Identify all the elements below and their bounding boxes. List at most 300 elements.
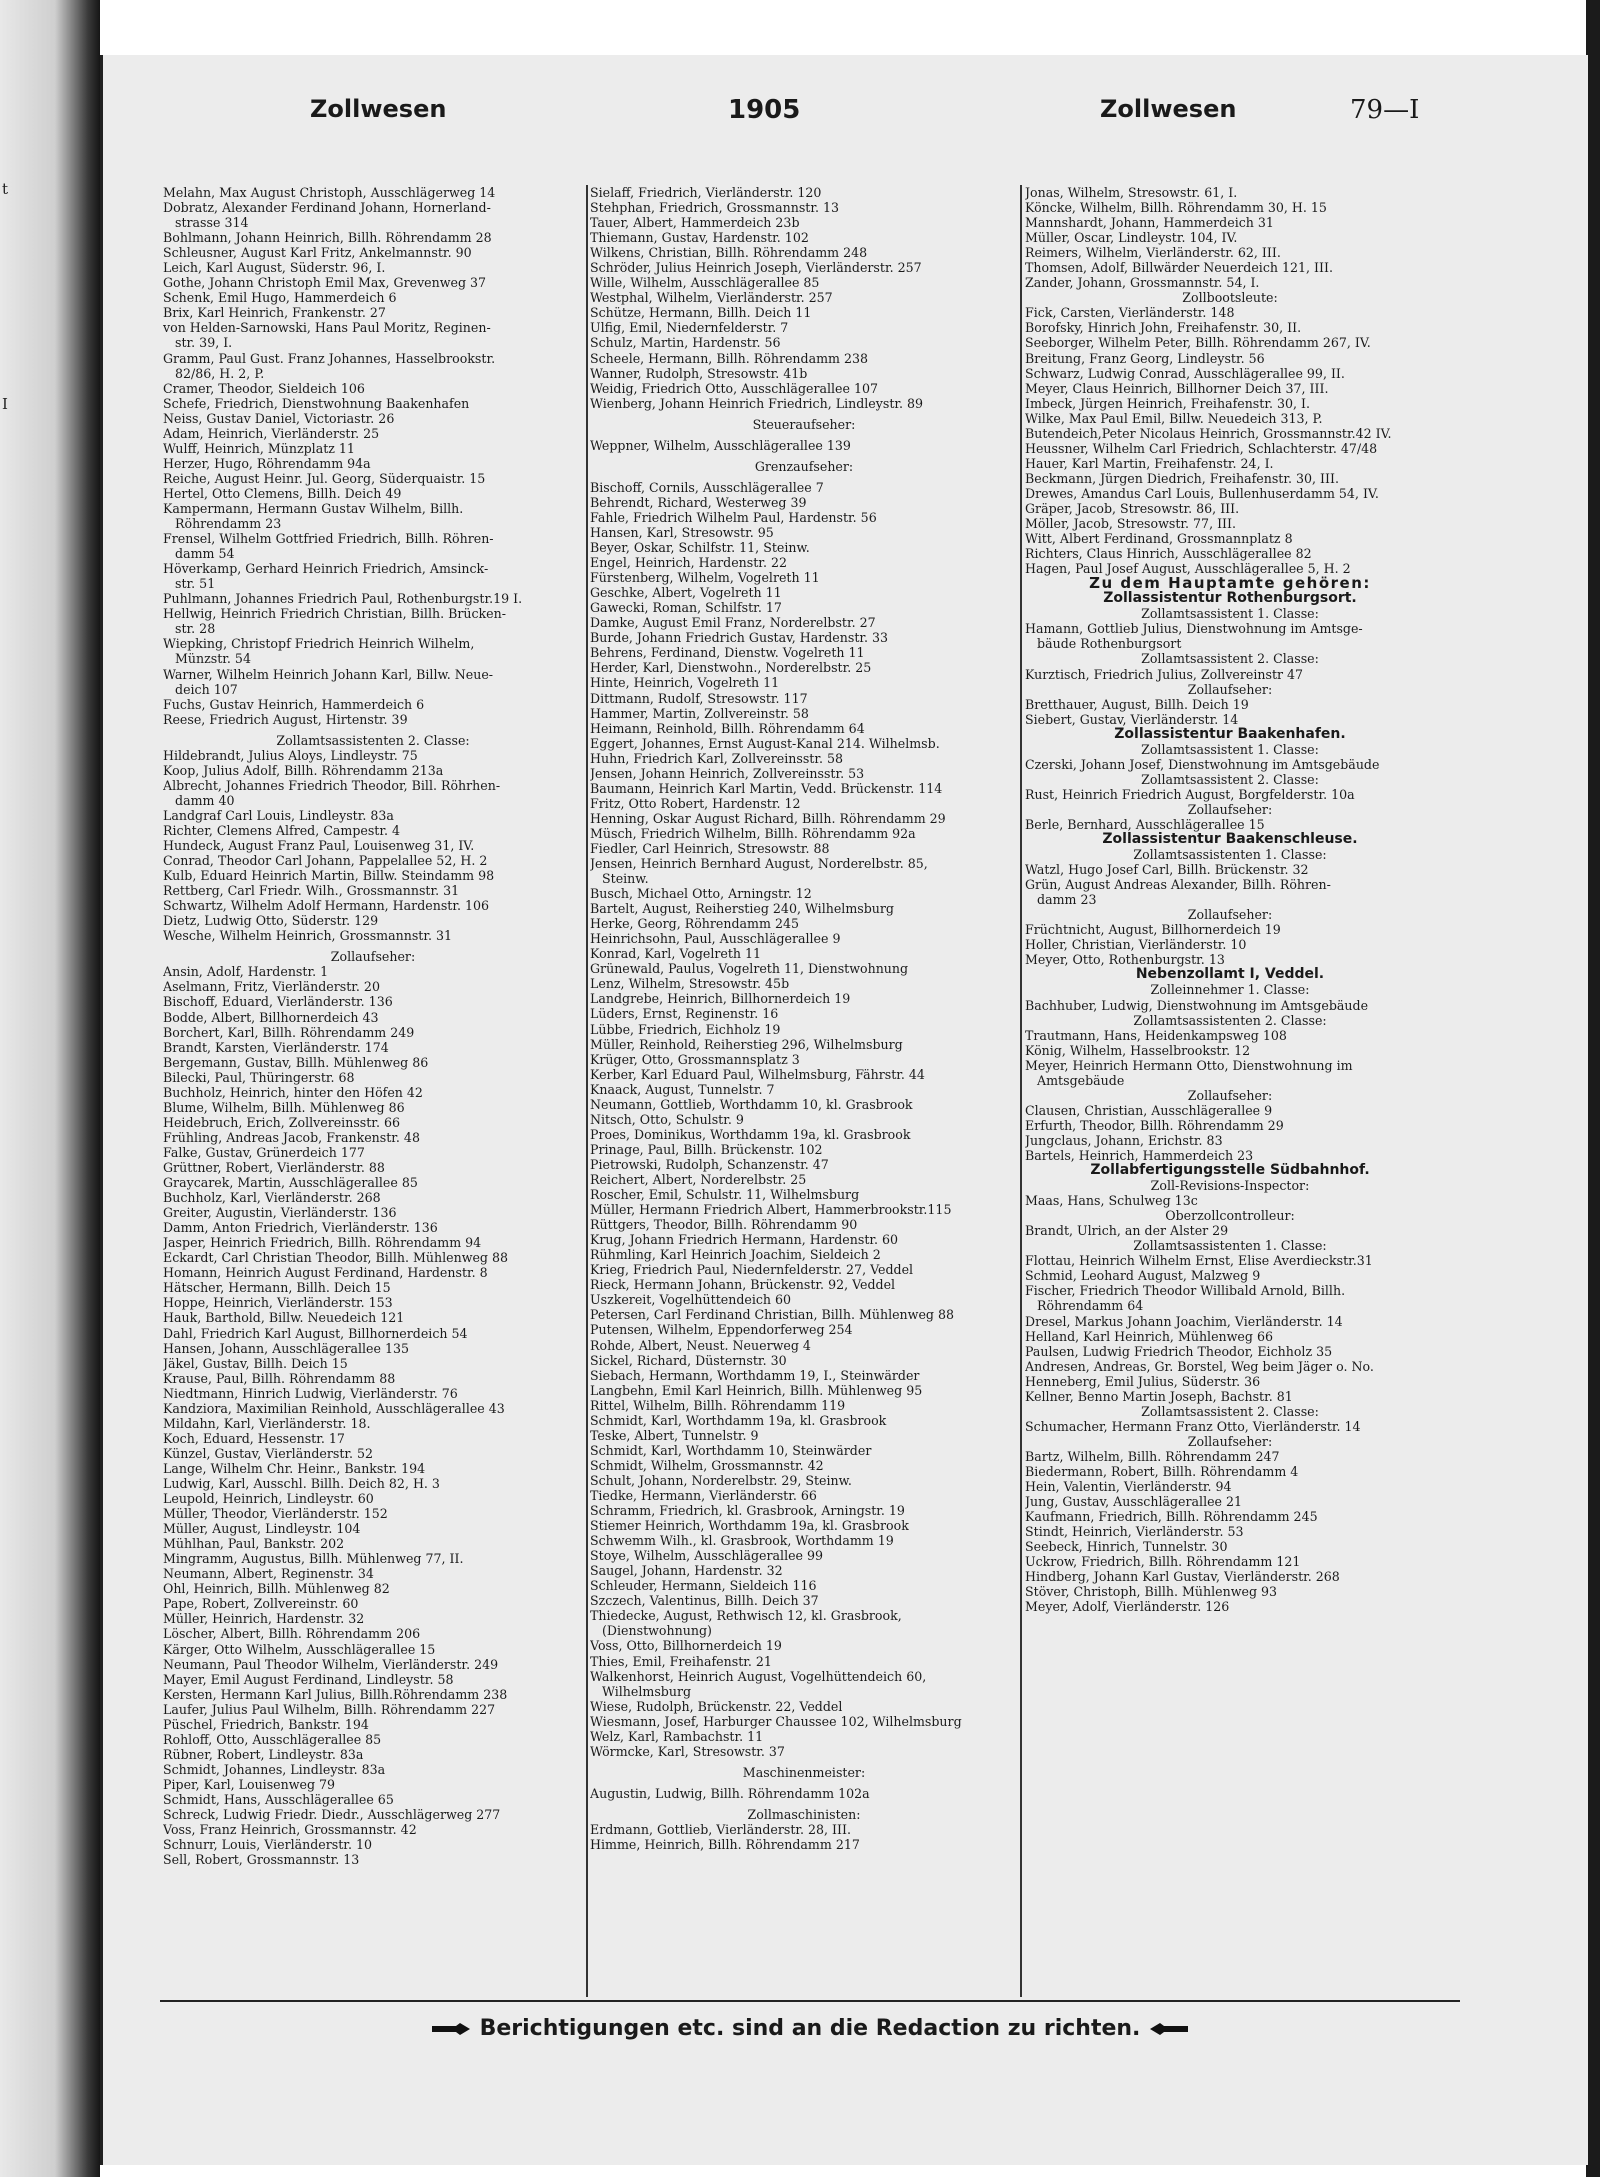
directory-entry: Imbeck, Jürgen Heinrich, Freihafenstr. 30, I.: [1025, 395, 1310, 411]
directory-entry: Lüders, Ernst, Reginenstr. 16: [590, 1006, 779, 1022]
directory-entry: Damke, August Emil Franz, Norderelbstr. 27: [590, 615, 876, 631]
directory-entry: Neiss, Gustav Daniel, Victoriastr. 26: [163, 410, 395, 426]
directory-entry: Schulz, Martin, Hardenstr. 56: [590, 335, 781, 351]
directory-entry: Wesche, Wilhelm Heinrich, Grossmannstr. 31: [163, 928, 453, 944]
directory-entry: Rieck, Hermann Johann, Brückenstr. 92, Veddel: [590, 1277, 896, 1293]
directory-entry: Andresen, Andreas, Gr. Borstel, Weg beim Jäger o. No.: [1025, 1358, 1374, 1374]
directory-entry: Schütze, Hermann, Billh. Deich 11: [590, 305, 812, 321]
directory-entry: Höverkamp, Gerhard Heinrich Friedrich, Amsinck-: [163, 561, 489, 577]
directory-entry: Schwartz, Wilhelm Adolf Hermann, Hardenstr. 106: [163, 898, 490, 914]
rank-heading: Zollaufseher:: [1187, 1433, 1273, 1449]
section-heading: Zollassistentur Rothenburgsort.: [1103, 591, 1357, 607]
directory-entry: Rübner, Robert, Lindleystr. 83a: [163, 1746, 364, 1762]
directory-entry: Gawecki, Roman, Schilfstr. 17: [590, 600, 782, 616]
directory-entry: Dittmann, Rudolf, Stresowstr. 117: [590, 690, 808, 706]
directory-entry: Schramm, Friedrich, kl. Grasbrook, Arningstr. 19: [590, 1503, 905, 1519]
rank-heading: Zollaufseher:: [1187, 801, 1273, 817]
directory-entry: Gräper, Jacob, Stresowstr. 86, III.: [1025, 500, 1240, 516]
directory-entry: Borofsky, Hinrich John, Freihafenstr. 30, II.: [1025, 320, 1302, 336]
directory-entry: Wiese, Rudolph, Brückenstr. 22, Veddel: [590, 1698, 843, 1714]
directory-entry: Eckardt, Carl Christian Theodor, Billh. Mühlenweg 88: [163, 1250, 509, 1266]
directory-entry: Nitsch, Otto, Schulstr. 9: [590, 1111, 744, 1127]
directory-entry: Puhlmann, Johannes Friedrich Paul, Rothenburgstr.19 I.: [163, 591, 523, 607]
directory-entry: Kampermann, Hermann Gustav Wilhelm, Billh.: [163, 500, 464, 516]
directory-entry: Sielaff, Friedrich, Vierländerstr. 120: [590, 185, 822, 200]
rank-heading: Zollamtsassistent 2. Classe:: [1141, 651, 1319, 667]
rank-heading: Zollamtsassistenten 1. Classe:: [1133, 847, 1327, 863]
rank-heading: Grenzaufseher:: [754, 458, 854, 474]
directory-entry: Engel, Heinrich, Hardenstr. 22: [590, 555, 787, 571]
directory-entry: Brix, Karl Heinrich, Frankenstr. 27: [163, 305, 386, 321]
directory-entry: Albrecht, Johannes Friedrich Theodor, Bill. Röhrhen-: [163, 777, 501, 793]
directory-entry: Köncke, Wilhelm, Billh. Röhrendamm 30, H. 15: [1025, 200, 1327, 216]
directory-entry: Rohloff, Otto, Ausschlägerallee 85: [163, 1731, 382, 1747]
directory-entry: Löscher, Albert, Billh. Röhrendamm 206: [163, 1626, 421, 1642]
directory-entry: Fuchs, Gustav Heinrich, Hammerdeich 6: [163, 696, 425, 712]
directory-entry: Augustin, Ludwig, Billh. Röhrendamm 102a: [590, 1785, 870, 1801]
directory-entry: Röhrendamm 64: [1025, 1298, 1144, 1314]
directory-entry: Berle, Bernhard, Ausschlägerallee 15: [1025, 816, 1265, 832]
rank-heading: Maschinenmeister:: [742, 1764, 866, 1780]
directory-entry: Stiemer Heinrich, Worthdamm 19a, kl. Grasbrook: [590, 1518, 909, 1534]
directory-entry: Schleusner, August Karl Fritz, Ankelmannstr. 90: [163, 245, 472, 261]
directory-entry: Breitung, Franz Georg, Lindleystr. 56: [1025, 350, 1265, 366]
directory-entry: Schröder, Julius Heinrich Joseph, Vierländerstr. 257: [590, 260, 922, 276]
directory-entry: Hagen, Paul Josef August, Ausschlägerallee 5, H. 2: [1025, 561, 1351, 577]
column-left: [163, 185, 583, 1867]
directory-entry: Kerber, Karl Eduard Paul, Wilhelmsburg, Fährstr. 44: [590, 1066, 925, 1082]
directory-entry: Bretthauer, August, Billh. Deich 19: [1025, 696, 1249, 712]
directory-entry: Heidebruch, Erich, Zollvereinsstr. 66: [163, 1114, 400, 1130]
rank-heading: Zollamtsassistenten 1. Classe:: [1133, 1238, 1327, 1254]
directory-entry: Meyer, Claus Heinrich, Billhorner Deich 37, III.: [1025, 380, 1329, 396]
directory-entry: Ohl, Heinrich, Billh. Mühlenweg 82: [163, 1581, 390, 1597]
directory-entry: Piper, Karl, Louisenweg 79: [163, 1776, 336, 1792]
directory-entry: Bergemann, Gustav, Billh. Mühlenweg 86: [163, 1054, 429, 1070]
directory-entry: Beckmann, Jürgen Diedrich, Freihafenstr. 30, III.: [1025, 470, 1339, 486]
directory-entry: Adam, Heinrich, Vierländerstr. 25: [163, 425, 380, 441]
directory-entry: Hamann, Gottlieb Julius, Dienstwohnung im Amtsge-: [1025, 621, 1363, 637]
directory-entry: Henning, Oskar August Richard, Billh. Röhrendamm 29: [590, 810, 946, 826]
directory-entry: Müller, Theodor, Vierländerstr. 152: [163, 1506, 388, 1522]
directory-entry: Scheele, Hermann, Billh. Röhrendamm 238: [590, 350, 869, 366]
directory-entry: str. 39, I.: [163, 335, 233, 351]
directory-entry: Schumacher, Hermann Franz Otto, Vierländerstr. 14: [1025, 1418, 1361, 1434]
directory-entry: Hundeck, August Franz Paul, Louisenweg 31, IV.: [163, 838, 475, 854]
directory-entry: Paulsen, Ludwig Friedrich Theodor, Eichholz 35: [1025, 1343, 1333, 1359]
directory-entry: Schwemm Wilh., kl. Grasbrook, Worthdamm 19: [590, 1533, 894, 1549]
directory-entry: Lenz, Wilhelm, Stresowstr. 45b: [590, 976, 790, 992]
directory-entry: Hammer, Martin, Zollvereinstr. 58: [590, 705, 809, 721]
directory-entry: Seebeck, Hinrich, Tunnelstr. 30: [1025, 1539, 1228, 1555]
directory-entry: Hansen, Johann, Ausschlägerallee 135: [163, 1340, 409, 1356]
directory-entry: Rittel, Wilhelm, Billh. Röhrendamm 119: [590, 1397, 846, 1413]
directory-entry: Erdmann, Gottlieb, Vierländerstr. 28, III.: [590, 1821, 851, 1837]
directory-entry: Müsch, Friedrich Wilhelm, Billh. Röhrendamm 92a: [590, 825, 916, 841]
directory-entry: Jäkel, Gustav, Billh. Deich 15: [163, 1355, 348, 1371]
directory-entry: Bohlmann, Johann Heinrich, Billh. Röhrendamm 28: [163, 230, 492, 246]
directory-entry: 82/86, H. 2, P.: [163, 365, 265, 381]
directory-entry: Cramer, Theodor, Sieldeich 106: [163, 380, 365, 396]
directory-entry: Krug, Johann Friedrich Hermann, Hardenstr. 60: [590, 1232, 899, 1248]
directory-entry: Steinw.: [590, 871, 649, 887]
directory-entry: Mayer, Emil August Ferdinand, Lindleystr. 58: [163, 1671, 454, 1687]
directory-entry: Petersen, Carl Ferdinand Christian, Billh. Mühlenweg 88: [590, 1307, 954, 1323]
directory-entry: Hindberg, Johann Karl Gustav, Vierländerstr. 268: [1025, 1569, 1340, 1585]
directory-entry: Koch, Eduard, Hessenstr. 17: [163, 1430, 345, 1446]
directory-entry: Bodde, Albert, Billhornerdeich 43: [163, 1009, 379, 1025]
directory-entry: Wulff, Heinrich, Münzplatz 11: [163, 440, 355, 456]
directory-entry: Warner, Wilhelm Heinrich Johann Karl, Billw. Neue-: [163, 666, 494, 682]
directory-entry: Gramm, Paul Gust. Franz Johannes, Hasselbrookstr.: [163, 350, 496, 366]
directory-entry: Schmidt, Wilhelm, Grossmannstr. 42: [590, 1457, 824, 1473]
directory-entry: Bilecki, Paul, Thüringerstr. 68: [163, 1069, 355, 1085]
directory-entry: Langbehn, Emil Karl Heinrich, Billh. Mühlenweg 95: [590, 1382, 923, 1398]
directory-entry: Helland, Karl Heinrich, Mühlenweg 66: [1025, 1328, 1273, 1344]
directory-entry: Hellwig, Heinrich Friedrich Christian, Billh. Brücken-: [163, 606, 506, 622]
directory-entry: Pietrowski, Rudolph, Schanzenstr. 47: [590, 1156, 829, 1172]
directory-entry: Grüttner, Robert, Vierländerstr. 88: [163, 1160, 385, 1175]
directory-entry: Schnurr, Louis, Vierländerstr. 10: [163, 1837, 372, 1853]
directory-entry: Hätscher, Hermann, Billh. Deich 15: [163, 1280, 391, 1296]
directory-entry: strasse 314: [163, 215, 249, 231]
directory-entry: Fritz, Otto Robert, Hardenstr. 12: [590, 795, 801, 811]
directory-entry: Landgraf Carl Louis, Lindleystr. 83a: [163, 807, 394, 823]
directory-entry: Fischer, Friedrich Theodor Willibald Arnold, Billh.: [1025, 1283, 1346, 1299]
directory-entry: Holler, Christian, Vierländerstr. 10: [1025, 937, 1247, 953]
directory-entry: Meyer, Otto, Rothenburgstr. 13: [1025, 952, 1225, 968]
directory-entry: Amtsgebäude: [1025, 1072, 1125, 1088]
column-middle: [590, 185, 1018, 1852]
page-edge: [1586, 0, 1600, 2177]
directory-entry: Wille, Wilhelm, Ausschlägerallee 85: [590, 275, 820, 291]
directory-entry: Blume, Wilhelm, Billh. Mühlenweg 86: [163, 1099, 405, 1115]
directory-entry: Siebert, Gustav, Vierländerstr. 14: [1025, 711, 1239, 727]
directory-entry: von Helden-Sarnowski, Hans Paul Moritz, Reginen-: [163, 320, 491, 336]
directory-entry: Sell, Robert, Grossmannstr. 13: [163, 1852, 360, 1868]
directory-entry: Kellner, Benno Martin Joseph, Bachstr. 81: [1025, 1388, 1293, 1404]
directory-entry: Saugel, Johann, Hardenstr. 32: [590, 1563, 783, 1579]
directory-entry: str. 51: [163, 576, 216, 592]
directory-entry: Wiepking, Christopf Friedrich Heinrich Wilhelm,: [163, 636, 475, 652]
directory-entry: Dresel, Markus Johann Joachim, Vierländerstr. 14: [1025, 1313, 1343, 1329]
directory-entry: Mingramm, Augustus, Billh. Mühlenweg 77, II.: [163, 1551, 464, 1567]
directory-entry: Bartels, Heinrich, Hammerdeich 23: [1025, 1148, 1254, 1163]
directory-entry: Thomsen, Adolf, Billwärder Neuerdeich 121, III.: [1025, 260, 1333, 276]
rank-heading: Zollamtsassistent 2. Classe:: [1141, 1403, 1319, 1419]
directory-entry: Mannshardt, Johann, Hammerdeich 31: [1025, 215, 1274, 231]
directory-entry: Herder, Karl, Dienstwohn., Norderelbstr. 25: [590, 660, 872, 676]
directory-entry: deich 107: [163, 681, 238, 697]
directory-entry: Voss, Otto, Billhornerdeich 19: [590, 1638, 782, 1654]
directory-entry: Landgrebe, Heinrich, Billhornerdeich 19: [590, 991, 851, 1007]
directory-entry: Pape, Robert, Zollvereinstr. 60: [163, 1596, 359, 1612]
directory-entry: Jung, Gustav, Ausschlägerallee 21: [1025, 1494, 1243, 1510]
directory-entry: Hertel, Otto Clemens, Billh. Deich 49: [163, 485, 402, 501]
directory-entry: Grün, August Andreas Alexander, Billh. Röhren-: [1025, 877, 1331, 893]
directory-entry: Fiedler, Carl Heinrich, Stresowstr. 88: [590, 840, 830, 856]
directory-entry: Schmidt, Hans, Ausschlägerallee 65: [163, 1791, 394, 1807]
directory-entry: Watzl, Hugo Josef Carl, Billh. Brückenstr. 32: [1025, 862, 1309, 878]
rank-heading: Zollamtsassistent 1. Classe:: [1141, 606, 1319, 622]
directory-entry: Brandt, Karsten, Vierländerstr. 174: [163, 1039, 389, 1055]
directory-entry: Jungclaus, Johann, Erichstr. 83: [1025, 1132, 1223, 1148]
running-header: [60, 95, 1430, 135]
directory-entry: Knaack, August, Tunnelstr. 7: [590, 1081, 775, 1097]
directory-entry: Hauk, Barthold, Billw. Neuedeich 121: [163, 1310, 405, 1326]
directory-entry: Schwarz, Ludwig Conrad, Ausschlägerallee 99, II.: [1025, 365, 1345, 381]
pointing-hand-icon: [1148, 2021, 1190, 2037]
directory-entry: Uckrow, Friedrich, Billh. Röhrendamm 121: [1025, 1554, 1301, 1570]
directory-entry: Eggert, Johannes, Ernst August-Kanal 214. Wilhelmsb.: [590, 735, 940, 751]
directory-entry: Leupold, Heinrich, Lindleystr. 60: [163, 1491, 374, 1507]
directory-entry: Lange, Wilhelm Chr. Heinr., Bankstr. 194: [163, 1460, 426, 1476]
directory-entry: Huhn, Friedrich Karl, Zollvereinsstr. 58: [590, 750, 844, 766]
directory-entry: Reichert, Albert, Norderelbstr. 25: [590, 1172, 807, 1187]
directory-entry: Stöver, Christoph, Billh. Mühlenweg 93: [1025, 1584, 1278, 1600]
directory-entry: Jonas, Wilhelm, Stresowstr. 61, I.: [1025, 185, 1238, 200]
directory-entry: Beyer, Oskar, Schilfstr. 11, Steinw.: [590, 540, 810, 556]
column-rule: [1020, 185, 1022, 1997]
header-year: 1905: [728, 95, 801, 125]
directory-entry: Schmidt, Karl, Worthdamm 10, Steinwärder: [590, 1442, 872, 1458]
directory-entry: Konrad, Karl, Vogelreth 11: [590, 946, 762, 962]
rank-heading: Zollaufseher:: [330, 949, 416, 965]
directory-entry: (Dienstwohnung): [590, 1623, 712, 1639]
directory-entry: Tiedke, Hermann, Vierländerstr. 66: [590, 1487, 817, 1503]
directory-entry: Richter, Clemens Alfred, Campestr. 4: [163, 822, 401, 838]
directory-entry: Thiemann, Gustav, Hardenstr. 102: [590, 230, 809, 246]
directory-entry: Kärger, Otto Wilhelm, Ausschlägerallee 15: [163, 1641, 436, 1657]
directory-entry: Roscher, Emil, Schulstr. 11, Wilhelmsburg: [590, 1187, 860, 1203]
directory-entry: Uszkereit, Vogelhüttendeich 60: [590, 1292, 792, 1308]
directory-entry: Müller, Heinrich, Hardenstr. 32: [163, 1611, 365, 1627]
directory-entry: Schult, Johann, Norderelbstr. 29, Steinw.: [590, 1472, 852, 1488]
directory-entry: Lübbe, Friedrich, Eichholz 19: [590, 1021, 781, 1037]
rank-heading: Oberzollcontrolleur:: [1165, 1208, 1295, 1224]
directory-entry: Reese, Friedrich August, Hirtenstr. 39: [163, 711, 408, 727]
rank-heading: Zollbootsleute:: [1182, 290, 1278, 306]
directory-entry: Bartelt, August, Reiherstieg 240, Wilhelmsburg: [590, 901, 894, 917]
directory-entry: Fick, Carsten, Vierländerstr. 148: [1025, 305, 1235, 321]
directory-entry: Frühling, Andreas Jacob, Frankenstr. 48: [163, 1129, 420, 1145]
directory-entry: Hoppe, Heinrich, Vierländerstr. 153: [163, 1295, 393, 1311]
directory-entry: Putensen, Wilhelm, Eppendorferweg 254: [590, 1322, 853, 1338]
directory-entry: Maas, Hans, Schulweg 13c: [1025, 1193, 1198, 1209]
directory-entry: Seeborger, Wilhelm Peter, Billh. Röhrendamm 267, IV.: [1025, 335, 1371, 351]
section-heading: Nebenzollamt I, Veddel.: [1135, 967, 1325, 983]
directory-entry: Weppner, Wilhelm, Ausschlägerallee 139: [590, 437, 851, 453]
bottom-rule: [160, 2000, 1460, 2002]
directory-entry: Röhrendamm 23: [163, 516, 282, 532]
directory-entry: Grünewald, Paulus, Vogelreth 11, Dienstwohnung: [590, 961, 909, 977]
directory-entry: Schefe, Friedrich, Dienstwohnung Baakenhafen: [163, 395, 470, 411]
directory-entry: Erfurth, Theodor, Billh. Röhrendamm 29: [1025, 1117, 1284, 1133]
directory-entry: Ludwig, Karl, Ausschl. Billh. Deich 82, H. 3: [163, 1475, 440, 1491]
directory-entry: damm 23: [1025, 892, 1097, 908]
column-rule: [586, 185, 588, 1997]
directory-entry: Bartz, Wilhelm, Billh. Röhrendamm 247: [1025, 1448, 1280, 1464]
directory-entry: Stoye, Wilhelm, Ausschlägerallee 99: [590, 1548, 824, 1564]
directory-entry: Butendeich,Peter Nicolaus Heinrich, Grossmannstr.42 IV.: [1025, 425, 1392, 441]
directory-entry: Krüger, Otto, Grossmannsplatz 3: [590, 1051, 800, 1067]
directory-entry: Wilke, Max Paul Emil, Billw. Neuedeich 313, P.: [1025, 410, 1323, 426]
directory-entry: Hansen, Karl, Stresowstr. 95: [590, 524, 774, 540]
directory-entry: Kandziora, Maximilian Reinhold, Ausschlägerallee 43: [163, 1400, 505, 1416]
rank-heading: Zollaufseher:: [1187, 907, 1273, 923]
section-heading: Zollassistentur Baakenschleuse.: [1102, 832, 1358, 848]
directory-entry: Siebach, Hermann, Worthdamm 19, I., Steinwärder: [590, 1367, 920, 1383]
directory-entry: damm 54: [163, 546, 235, 562]
directory-entry: Hinte, Heinrich, Vogelreth 11: [590, 675, 780, 691]
directory-entry: Neumann, Paul Theodor Wilhelm, Vierländerstr. 249: [163, 1656, 499, 1672]
directory-entry: Walkenhorst, Heinrich August, Vogelhüttendeich 60,: [590, 1668, 927, 1684]
directory-entry: Müller, Reinhold, Reiherstieg 296, Wilhelmsburg: [590, 1036, 903, 1052]
directory-entry: Drewes, Amandus Carl Louis, Bullenhuserdamm 54, IV.: [1025, 485, 1379, 501]
directory-entry: Ansin, Adolf, Hardenstr. 1: [163, 964, 329, 980]
pointing-hand-icon: [430, 2021, 472, 2037]
directory-entry: Conrad, Theodor Carl Johann, Pappelallee 52, H. 2: [163, 853, 488, 869]
directory-entry: Melahn, Max August Christoph, Ausschlägerweg 14: [163, 185, 496, 200]
directory-entry: Müller, Hermann Friedrich Albert, Hammerbrookstr.115: [590, 1202, 952, 1218]
directory-entry: Homann, Heinrich August Ferdinand, Hardenstr. 8: [163, 1265, 488, 1281]
directory-entry: Fürstenberg, Wilhelm, Vogelreth 11: [590, 570, 820, 586]
directory-entry: Thiedecke, August, Rethwisch 12, kl. Grasbrook,: [590, 1608, 902, 1624]
directory-entry: Busch, Michael Otto, Arningstr. 12: [590, 886, 812, 902]
directory-entry: Früchtnicht, August, Billhornerdeich 19: [1025, 922, 1281, 938]
directory-entry: Hauer, Karl Martin, Freihafenstr. 24, I.: [1025, 455, 1274, 471]
directory-entry: Falke, Gustav, Grünerdeich 177: [163, 1144, 365, 1160]
directory-entry: Neumann, Gottlieb, Worthdamm 10, kl. Grasbrook: [590, 1096, 913, 1112]
directory-entry: Tauer, Albert, Hammerdeich 23b: [590, 215, 800, 231]
rank-heading: Zollamtsassistent 1. Classe:: [1141, 741, 1319, 757]
directory-entry: Möller, Jacob, Stresowstr. 77, III.: [1025, 516, 1236, 532]
header-left-title: Zollwesen: [310, 95, 447, 123]
directory-entry: Dietz, Ludwig Otto, Süderstr. 129: [163, 913, 379, 929]
directory-entry: Westphal, Wilhelm, Vierländerstr. 257: [590, 290, 833, 306]
directory-entry: Richters, Claus Hinrich, Ausschlägerallee 82: [1025, 546, 1312, 562]
directory-entry: Meyer, Heinrich Hermann Otto, Dienstwohnung im: [1025, 1057, 1353, 1073]
directory-entry: Proes, Dominikus, Worthdamm 19a, kl. Grasbrook: [590, 1126, 911, 1142]
footer-text: Berichtigungen etc. sind an die Redaction zu richten.: [479, 2016, 1141, 2041]
directory-entry: Schmidt, Johannes, Lindleystr. 83a: [163, 1761, 386, 1777]
directory-entry: Herzer, Hugo, Röhrendamm 94a: [163, 455, 371, 471]
directory-entry: Baumann, Heinrich Karl Martin, Vedd. Brückenstr. 114: [590, 780, 943, 796]
directory-entry: Schenk, Emil Hugo, Hammerdeich 6: [163, 290, 397, 306]
directory-entry: Mühlhan, Paul, Bankstr. 202: [163, 1536, 345, 1552]
directory-entry: Clausen, Christian, Ausschlägerallee 9: [1025, 1102, 1273, 1118]
rank-heading: Zollamtsassistent 2. Classe:: [1141, 771, 1319, 787]
directory-entry: Kaufmann, Friedrich, Billh. Röhrendamm 245: [1025, 1509, 1318, 1525]
header-right-title: Zollwesen: [1100, 95, 1237, 123]
directory-entry: Wiesmann, Josef, Harburger Chaussee 102, Wilhelmsburg: [590, 1713, 962, 1729]
directory-entry: Fahle, Friedrich Wilhelm Paul, Hardenstr. 56: [590, 509, 877, 525]
directory-entry: Herke, Georg, Röhrendamm 245: [590, 916, 799, 932]
directory-entry: Wilkens, Christian, Billh. Röhrendamm 248: [590, 245, 868, 261]
directory-entry: Borchert, Karl, Billh. Röhrendamm 249: [163, 1024, 415, 1040]
directory-entry: Reiche, August Heinr. Jul. Georg, Süderquaistr. 15: [163, 470, 486, 486]
directory-entry: Wilhelmsburg: [590, 1683, 692, 1699]
directory-entry: Koop, Julius Adolf, Billh. Röhrendamm 213a: [163, 762, 444, 778]
rank-heading: Zollmaschinisten:: [747, 1806, 861, 1822]
directory-entry: Laufer, Julius Paul Wilhelm, Billh. Röhrendamm 227: [163, 1701, 496, 1717]
directory-entry: Schmidt, Karl, Worthdamm 19a, kl. Grasbrook: [590, 1412, 887, 1428]
rank-heading: Steueraufseher:: [752, 416, 856, 432]
directory-entry: Hildebrandt, Julius Aloys, Lindleystr. 75: [163, 747, 418, 763]
directory-entry: Gothe, Johann Christoph Emil Max, Grevenweg 37: [163, 275, 487, 291]
directory-entry: damm 40: [163, 792, 235, 808]
directory-entry: Müller, Oscar, Lindleystr. 104, IV.: [1025, 230, 1238, 246]
directory-entry: Weidig, Friedrich Otto, Ausschlägerallee 107: [590, 380, 878, 396]
directory-entry: Welz, Karl, Rambachstr. 11: [590, 1728, 764, 1744]
directory-entry: Leich, Karl August, Süderstr. 96, I.: [163, 260, 386, 276]
directory-entry: Frensel, Wilhelm Gottfried Friedrich, Billh. Röhren-: [163, 531, 494, 547]
directory-entry: Prinage, Paul, Billh. Brückenstr. 102: [590, 1141, 823, 1157]
directory-entry: Burde, Johann Friedrich Gustav, Hardenstr. 33: [590, 630, 889, 646]
directory-entry: Wanner, Rudolph, Stresowstr. 41b: [590, 365, 808, 381]
section-heading: Zollassistentur Baakenhafen.: [1114, 726, 1346, 742]
directory-entry: Bachhuber, Ludwig, Dienstwohnung im Amtsgebäude: [1025, 997, 1369, 1013]
directory-entry: Münzstr. 54: [163, 651, 251, 667]
directory-entry: Greiter, Augustin, Vierländerstr. 136: [163, 1205, 397, 1221]
rank-heading: Zoll-Revisions-Inspector:: [1150, 1178, 1310, 1194]
directory-entry: Bischoff, Eduard, Vierländerstr. 136: [163, 994, 393, 1010]
directory-entry: Reimers, Wilhelm, Vierländerstr. 62, III.: [1025, 245, 1281, 261]
directory-entry: Voss, Franz Heinrich, Grossmannstr. 42: [163, 1822, 417, 1838]
directory-entry: Rust, Heinrich Friedrich August, Borgfelderstr. 10a: [1025, 786, 1355, 802]
directory-entry: Jensen, Heinrich Bernhard August, Norderelbstr. 85,: [590, 856, 928, 872]
directory-entry: Stindt, Heinrich, Vierländerstr. 53: [1025, 1524, 1244, 1540]
directory-entry: Kersten, Hermann Karl Julius, Billh.Röhrendamm 238: [163, 1686, 508, 1702]
directory-entry: Trautmann, Hans, Heidenkampsweg 108: [1025, 1027, 1287, 1043]
directory-entry: Schleuder, Hermann, Sieldeich 116: [590, 1578, 817, 1594]
directory-entry: Flottau, Heinrich Wilhelm Ernst, Elise Averdieckstr.31: [1025, 1253, 1373, 1269]
directory-entry: Heussner, Wilhelm Carl Friedrich, Schlachterstr. 47/48: [1025, 440, 1378, 456]
directory-entry: Bischoff, Cornils, Ausschlägerallee 7: [590, 479, 824, 495]
rank-heading: Zollaufseher:: [1187, 681, 1273, 697]
section-heading: Zollabfertigungsstelle Südbahnhof.: [1090, 1163, 1370, 1179]
directory-entry: Behrens, Ferdinand, Dienstw. Vogelreth 11: [590, 645, 865, 661]
column-right: [1025, 185, 1435, 1614]
directory-entry: Henneberg, Emil Julius, Süderstr. 36: [1025, 1373, 1261, 1389]
directory-entry: Witt, Albert Ferdinand, Grossmannplatz 8: [1025, 531, 1293, 547]
directory-entry: Niedtmann, Hinrich Ludwig, Vierländerstr. 76: [163, 1385, 458, 1401]
directory-entry: Dahl, Friedrich Karl August, Billhornerdeich 54: [163, 1325, 468, 1341]
directory-entry: str. 28: [163, 621, 216, 637]
directory-entry: Rühmling, Karl Heinrich Joachim, Sieldeich 2: [590, 1247, 881, 1263]
directory-entry: Aselmann, Fritz, Vierländerstr. 20: [163, 979, 380, 995]
directory-entry: Mildahn, Karl, Vierländerstr. 18.: [163, 1415, 371, 1431]
directory-entry: Hein, Valentin, Vierländerstr. 94: [1025, 1479, 1232, 1495]
margin-mark: t: [2, 180, 9, 198]
directory-entry: Brandt, Ulrich, an der Alster 29: [1025, 1223, 1229, 1239]
directory-entry: Dobratz, Alexander Ferdinand Johann, Hornerland-: [163, 200, 491, 216]
directory-entry: Zander, Johann, Grossmannstr. 54, I.: [1025, 275, 1260, 291]
directory-entry: Heimann, Reinhold, Billh. Röhrendamm 64: [590, 720, 865, 736]
directory-entry: Ulfig, Emil, Niedernfelderstr. 7: [590, 320, 789, 336]
directory-entry: Szczech, Valentinus, Billh. Deich 37: [590, 1593, 819, 1609]
directory-entry: Jasper, Heinrich Friedrich, Billh. Röhrendamm 94: [163, 1235, 482, 1251]
directory-entry: Kulb, Eduard Heinrich Martin, Billw. Steindamm 98: [163, 868, 495, 884]
directory-entry: Heinrichsohn, Paul, Ausschlägerallee 9: [590, 931, 841, 947]
directory-entry: Graycarek, Martin, Ausschlägerallee 85: [163, 1175, 418, 1191]
directory-entry: Jensen, Johann Heinrich, Zollvereinsstr. 53: [590, 765, 865, 781]
directory-entry: König, Wilhelm, Hasselbrookstr. 12: [1025, 1042, 1251, 1058]
directory-entry: Damm, Anton Friedrich, Vierländerstr. 136: [163, 1220, 438, 1236]
page-number: 79—I: [1350, 95, 1420, 125]
book-binding: [0, 0, 100, 2177]
directory-entry: Teske, Albert, Tunnelstr. 9: [590, 1427, 759, 1443]
